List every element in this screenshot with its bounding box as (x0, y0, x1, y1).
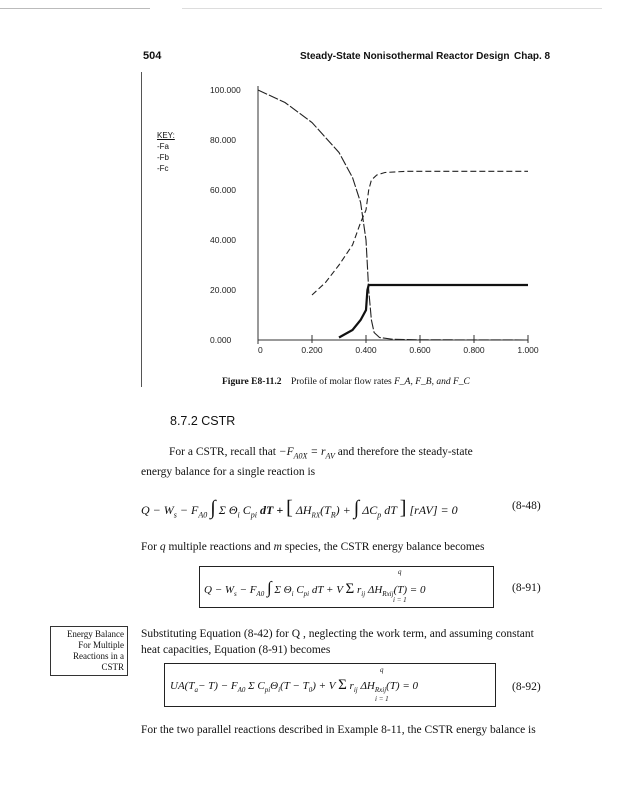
y-tick-label: 100.000 (210, 85, 241, 95)
para1-start: For a CSTR, recall that (169, 446, 276, 458)
equation-8-48: $Q - W_s - F_{A0}$ ∫ Σ $\Theta_i$ $C_{pi}$ dT + [ $\Delta H_{RX}(T_R)$ + ∫ $\Delta C_p$ dT ] [rAV] = 0 (141, 497, 458, 520)
paragraph-2: For q multiple reactions and m species, the CSTR energy balance becomes (141, 541, 485, 553)
inline-lhs: −F (278, 446, 294, 458)
eq3-sum-upper: q (380, 666, 384, 674)
figure-rule (141, 72, 142, 387)
chapter-label: Chap. 8 (514, 51, 551, 62)
y-tick-label: 40.000 (210, 235, 236, 245)
equation-8-92: $UA(T_a- T) - F_{A0}$ Σ $C_{pi}\Theta_i(T - T_0) + V$ Σ $r_{ij}$ $\Delta H_{Rxij}(T) = 0$ (170, 677, 419, 695)
section-heading: 8.7.2 CSTR (170, 414, 236, 428)
running-title: Steady-State Nonisothermal Reactor Design (300, 51, 510, 62)
legend-item-fb: -Fb (157, 153, 169, 162)
legend-item-fc: -Fc (157, 164, 169, 173)
inline-sub2: AV (325, 451, 335, 461)
legend-item-fa: -Fa (157, 142, 169, 151)
paragraph-3: Substituting Equation (8-42) for Q , neglecting the work term, and assuming constant heat capacities, Equation (8-91) becomes (141, 628, 534, 656)
eq2-sum-lower: i = 1 (393, 596, 407, 604)
para1-end: energy balance for a single reaction is (141, 466, 316, 479)
equation-8-91-label: (8-91) (512, 582, 541, 594)
figure-caption (222, 377, 470, 387)
legend-title: KEY: (157, 131, 175, 140)
top-rule-left (0, 8, 150, 9)
paragraph-4: For the two parallel reactions described in Example 8-11, the CSTR energy balance is (141, 724, 536, 736)
equation-8-48-label: (8-48) (512, 500, 541, 512)
x-tick-label: 1.000 (517, 345, 539, 355)
x-tick-label: 0.800 (463, 345, 485, 355)
y-tick-label: 60.000 (210, 185, 236, 195)
page-number: 504 (143, 50, 162, 62)
y-tick-label: 20.000 (210, 285, 236, 295)
top-rule-right (182, 8, 602, 9)
inline-sub: A0X (293, 451, 308, 461)
series-line-fa (258, 90, 528, 340)
inline-eq: = r (310, 446, 326, 458)
x-tick-label: 0.400 (355, 345, 377, 355)
series-line-fc (339, 285, 528, 338)
equation-8-91: $Q - W_s - F_{A0}$ ∫ Σ $\Theta_i$ $C_{pi}$ dT + V Σ $r_{ij}$ $\Delta H_{Rxij}(T) = 0$ (204, 578, 426, 599)
caption-label: Figure E8-11.2 (222, 377, 282, 387)
y-tick-label: 80.000 (210, 135, 236, 145)
x-tick-label: 0.600 (409, 345, 431, 355)
y-tick-label: 0.000 (210, 335, 232, 345)
eq3-sum-lower: i = 1 (375, 695, 389, 703)
caption-vars: F_A, F_B, and F_C (394, 377, 470, 387)
legend (157, 130, 175, 174)
x-tick-label: 0 (258, 345, 263, 355)
margin-note-line3: Reactions in a (73, 651, 124, 661)
paragraph-1 (141, 444, 551, 480)
x-tick-label: 0.200 (301, 345, 323, 355)
equation-8-92-label: (8-92) (512, 681, 541, 693)
margin-note (50, 626, 128, 676)
margin-note-line4: CSTR (101, 662, 124, 672)
eq2-sum-upper: q (398, 568, 402, 576)
caption-text: Profile of molar flow rates (290, 377, 392, 387)
flow-rate-chart (180, 78, 560, 368)
margin-note-line1: Energy Balance (66, 629, 124, 639)
margin-note-line2: For Multiple (78, 640, 124, 650)
series-line-fb (312, 171, 528, 295)
para1-mid: and therefore the steady-state (337, 446, 473, 458)
